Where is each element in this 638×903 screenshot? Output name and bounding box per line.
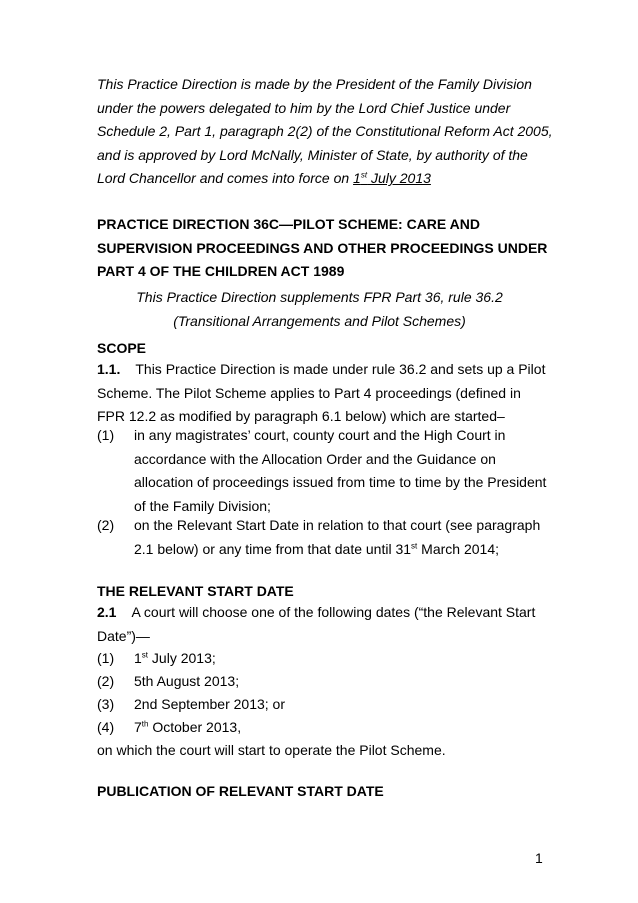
scope-item-sup: st: [411, 540, 418, 550]
scope-item-text: in any magistrates’ court, county court and the High Court in accordance with the Allocation Order and the Guidance on allocation of proceedings issued from time to time by the President of the Family Division;: [134, 427, 547, 514]
relevant-start-date-paragraph-text: A court will choose one of the following dates (“the Relevant Start Date”)—: [97, 604, 536, 644]
scope-paragraph: [97, 358, 547, 429]
in-force-date-sup: st: [360, 170, 368, 180]
in-force-date: [353, 170, 431, 186]
date-option-text-part: October 2013,: [148, 719, 242, 735]
intro-paragraph: [97, 73, 557, 191]
scope-item: [97, 514, 547, 561]
scope-item-text: [134, 514, 547, 561]
date-option: [97, 693, 547, 717]
date-option: [97, 716, 547, 740]
date-option: [97, 647, 547, 671]
date-option-label: (1): [97, 650, 115, 666]
relevant-start-date-closing: on which the court will start to operate the Pilot Scheme.: [97, 742, 446, 758]
document-title: PRACTICE DIRECTION 36C—PILOT SCHEME: CARE AND SUPERVISION PROCEEDINGS AND OTHER PROCEEDINGS UNDER PART 4 OF THE CHILDREN ACT 1989: [97, 216, 548, 279]
date-option-text-part: 5th August 2013;: [134, 673, 240, 689]
date-option: [97, 670, 547, 694]
date-option-label: (4): [97, 719, 115, 735]
supplement-note: This Practice Direction supplements FPR Part 36, rule 36.2 (Transitional Arrangements and Pilot Schemes): [136, 289, 503, 329]
date-option-text-part: 7: [134, 719, 142, 735]
scope-paragraph-text: This Practice Direction is made under rule 36.2 and sets up a Pilot Scheme. The Pilot Scheme applies to Part 4 proceedings (defined in FPR 12.2 as modified by paragraph 6.1 below) which are started–: [97, 361, 546, 424]
date-option-label: (3): [97, 696, 115, 712]
scope-paragraph-number: 1.1.: [97, 361, 121, 377]
scope-item-text-part: March 2014;: [417, 540, 499, 557]
date-option-sup: st: [141, 650, 149, 660]
date-option-text: [134, 647, 547, 671]
date-option-text-part: July 2013;: [148, 650, 216, 666]
scope-item: [97, 424, 547, 518]
scope-item-text-part: on the Relevant Start Date in relation to that court (see paragraph 2.1 below) or any time from that date until 31: [134, 517, 541, 557]
in-force-date-rest: July 2013: [367, 170, 431, 186]
scope-heading: SCOPE: [97, 340, 147, 356]
scope-item-label: (1): [97, 427, 115, 443]
date-option-text-part: 1: [134, 650, 142, 666]
date-option-text-part: 2nd September 2013; or: [134, 696, 285, 712]
date-option-text: [134, 716, 547, 740]
scope-item-label: (2): [97, 517, 115, 533]
date-option-label: (2): [97, 673, 115, 689]
relevant-start-date-paragraph-number: 2.1: [97, 604, 117, 620]
intro-text: This Practice Direction is made by the President of the Family Division under the powers delegated to him by the Lord Chief Justice under Schedule 2, Part 1, paragraph 2(2) of the Constitutional Reform Act 2005, and is approved by Lord McNally, Minister of State, by authority of the Lord Chancellor and comes into force on: [97, 76, 553, 186]
relevant-start-date-heading: THE RELEVANT START DATE: [97, 583, 294, 599]
date-option-text: [134, 670, 547, 694]
page-number: 1: [535, 850, 543, 866]
date-option-sup: th: [141, 719, 149, 729]
relevant-start-date-paragraph: [97, 601, 547, 648]
publication-heading: PUBLICATION OF RELEVANT START DATE: [97, 783, 384, 799]
date-option-text: [134, 693, 547, 717]
in-force-date-day: 1: [353, 170, 361, 186]
